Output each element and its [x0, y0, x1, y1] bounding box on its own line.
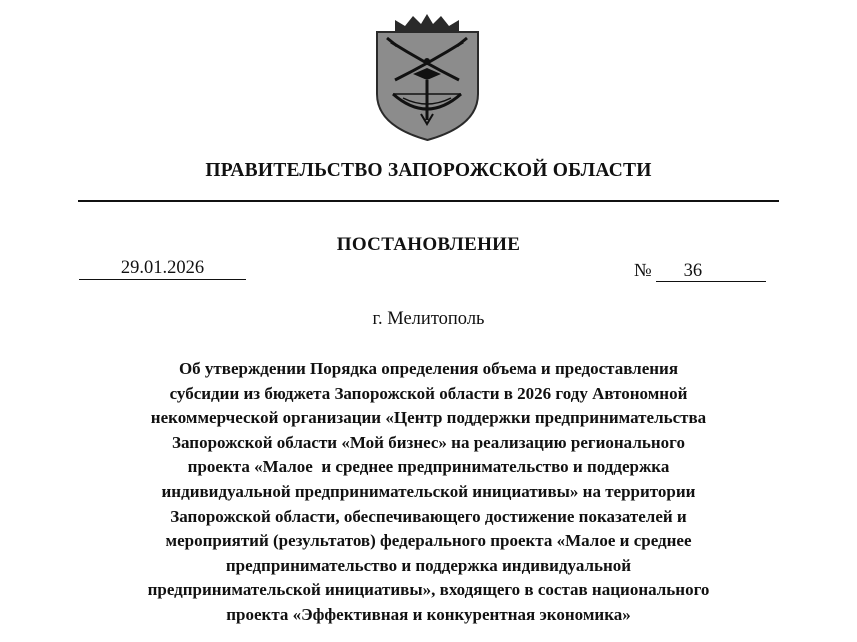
coat-of-arms-icon: [373, 14, 482, 142]
subject-line: проекта «Эффективная и конкурентная экономика»: [226, 604, 631, 624]
subject-line: Об утверждении Порядка определения объема и предоставления: [178, 359, 679, 378]
subject-line: проекта «Малое и среднее предпринимательство и поддержка: [187, 457, 670, 477]
document-type: ПОСТАНОВЛЕНИЕ: [336, 234, 521, 255]
subject-line: Запорожской области «Мой бизнес» на реализацию регионального: [172, 432, 685, 452]
organization-title: ПРАВИТЕЛЬСТВО ЗАПОРОЖСКОЙ ОБЛАСТИ: [205, 160, 652, 181]
document-city: г. Мелитополь: [372, 309, 485, 329]
header-divider: [78, 200, 779, 202]
document-date: 29.01.2026: [79, 258, 246, 280]
subject-line: предпринимательство и поддержка индивидуальной: [225, 555, 632, 575]
subject-line: индивидуальной предпринимательской инициативы» на территории: [161, 481, 696, 501]
subject-line: субсидии из бюджета Запорожской области в 2026 году Автономной: [169, 383, 688, 403]
subject-line: некоммерческой организации «Центр поддержки предпринимательства: [150, 408, 707, 428]
subject-line: Запорожской области, обеспечивающего достижение показателей и: [170, 506, 687, 526]
subject-line: мероприятий (результатов) федерального проекта «Малое и среднее: [165, 531, 692, 551]
document-number-block: [634, 261, 766, 282]
number-sign: №: [634, 261, 652, 281]
document-subject: [60, 357, 797, 628]
document-number: 36: [656, 261, 766, 282]
subject-line: предпринимательской инициативы», входящего в состав национального: [147, 580, 710, 600]
